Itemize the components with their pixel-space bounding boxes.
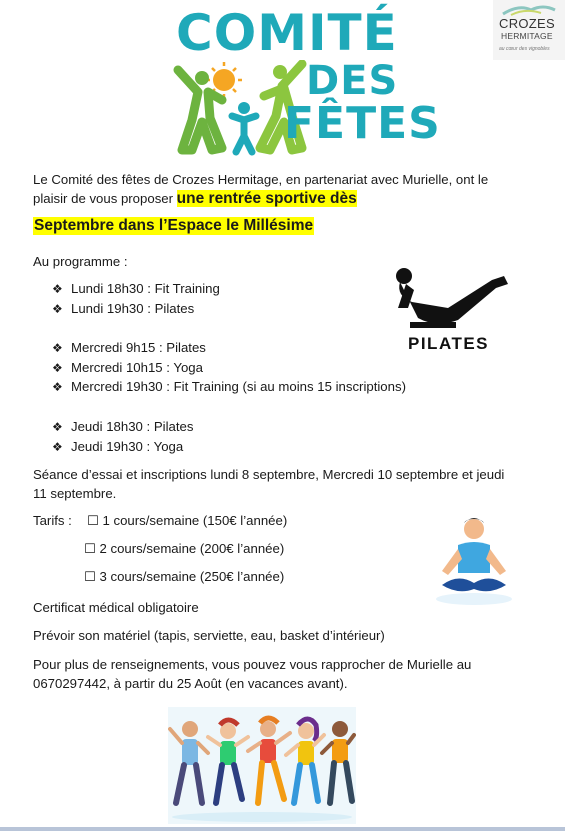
trial-info: Séance d’essai et inscriptions lundi 8 septembre, Mercredi 10 septembre et jeudi 11 septembre. — [33, 467, 505, 501]
list-item — [52, 299, 220, 319]
logo-word-des: DES — [306, 58, 399, 104]
bullet-icon: ❖ — [52, 439, 63, 454]
program-item-text: Lundi 19h30 : Pilates — [71, 300, 195, 316]
contact-text: Pour plus de renseignements, vous pouvez vous rapprocher de Murielle au 0670297442, à partir du 25 Août (en vacances avant). — [33, 657, 472, 691]
intro-text: Le Comité des fêtes de Crozes Hermitage, en partenariat avec Murielle, ont le plaisir de vous proposer — [33, 172, 489, 206]
program-item-text: Jeudi 18h30 : Pilates — [71, 419, 194, 434]
page-bottom-border — [0, 827, 565, 831]
list-item — [52, 417, 193, 437]
logo-word-comite: COMITÉ — [176, 4, 398, 62]
tarifs-label: Tarifs : — [33, 513, 72, 528]
program-item-text: Jeudi 19h30 : Yoga — [71, 438, 184, 454]
crozes-hermitage-logo — [493, 0, 565, 60]
intro-highlight-1: une rentrée sportive dès — [176, 190, 357, 207]
bullet-icon: ❖ — [52, 360, 63, 375]
program-item-text: Lundi 18h30 : Fit Training — [71, 281, 220, 296]
list-item — [52, 437, 193, 457]
crozes-logo-name: CROZES — [499, 16, 555, 31]
comite-des-fetes-logo — [172, 4, 441, 156]
intro-paragraph — [33, 170, 523, 208]
dance-class-illustration — [168, 707, 356, 824]
bullet-icon: ❖ — [52, 420, 63, 434]
tarif-option-1: ☐ 1 cours/semaine (150€ l’année) — [87, 513, 288, 528]
bullet-icon: ❖ — [52, 301, 63, 316]
bullet-icon: ❖ — [52, 380, 63, 395]
list-item — [52, 279, 220, 299]
list-item — [52, 338, 406, 358]
list-item — [52, 377, 406, 397]
crozes-logo-sub: HERMITAGE — [501, 31, 553, 41]
program-group-jeudi — [52, 417, 193, 456]
tarif-option-2: ☐ 2 cours/semaine (200€ l’année) — [84, 541, 285, 556]
tarif-option-3: ☐ 3 cours/semaine (250€ l’année) — [84, 569, 285, 584]
materiel-text: Prévoir son matériel (tapis, serviette, eau, basket d’intérieur) — [33, 628, 385, 643]
intro-highlight-2: Septembre dans l’Espace le Millésime — [34, 217, 314, 234]
certificat-text: Certificat médical obligatoire — [33, 600, 199, 615]
logo-word-fetes: FÊTES — [284, 98, 441, 149]
pilates-label: PILATES — [408, 334, 490, 353]
yoga-person-icon — [428, 515, 520, 607]
program-item-text: Mercredi 19h30 : Fit Training (si au moins 15 inscriptions) — [71, 379, 406, 395]
program-group-mercredi — [52, 338, 406, 397]
hills-icon — [501, 2, 557, 16]
list-item — [52, 358, 406, 378]
program-item-text: Mercredi 9h15 : Pilates — [71, 340, 206, 355]
crozes-logo-tagline: au cœur des vignobles — [499, 46, 550, 52]
program-title: Au programme : — [33, 254, 128, 269]
program-item-text: Mercredi 10h15 : Yoga — [71, 359, 203, 375]
bullet-icon: ❖ — [52, 341, 63, 355]
bullet-icon: ❖ — [52, 282, 63, 296]
program-group-lundi — [52, 279, 220, 318]
